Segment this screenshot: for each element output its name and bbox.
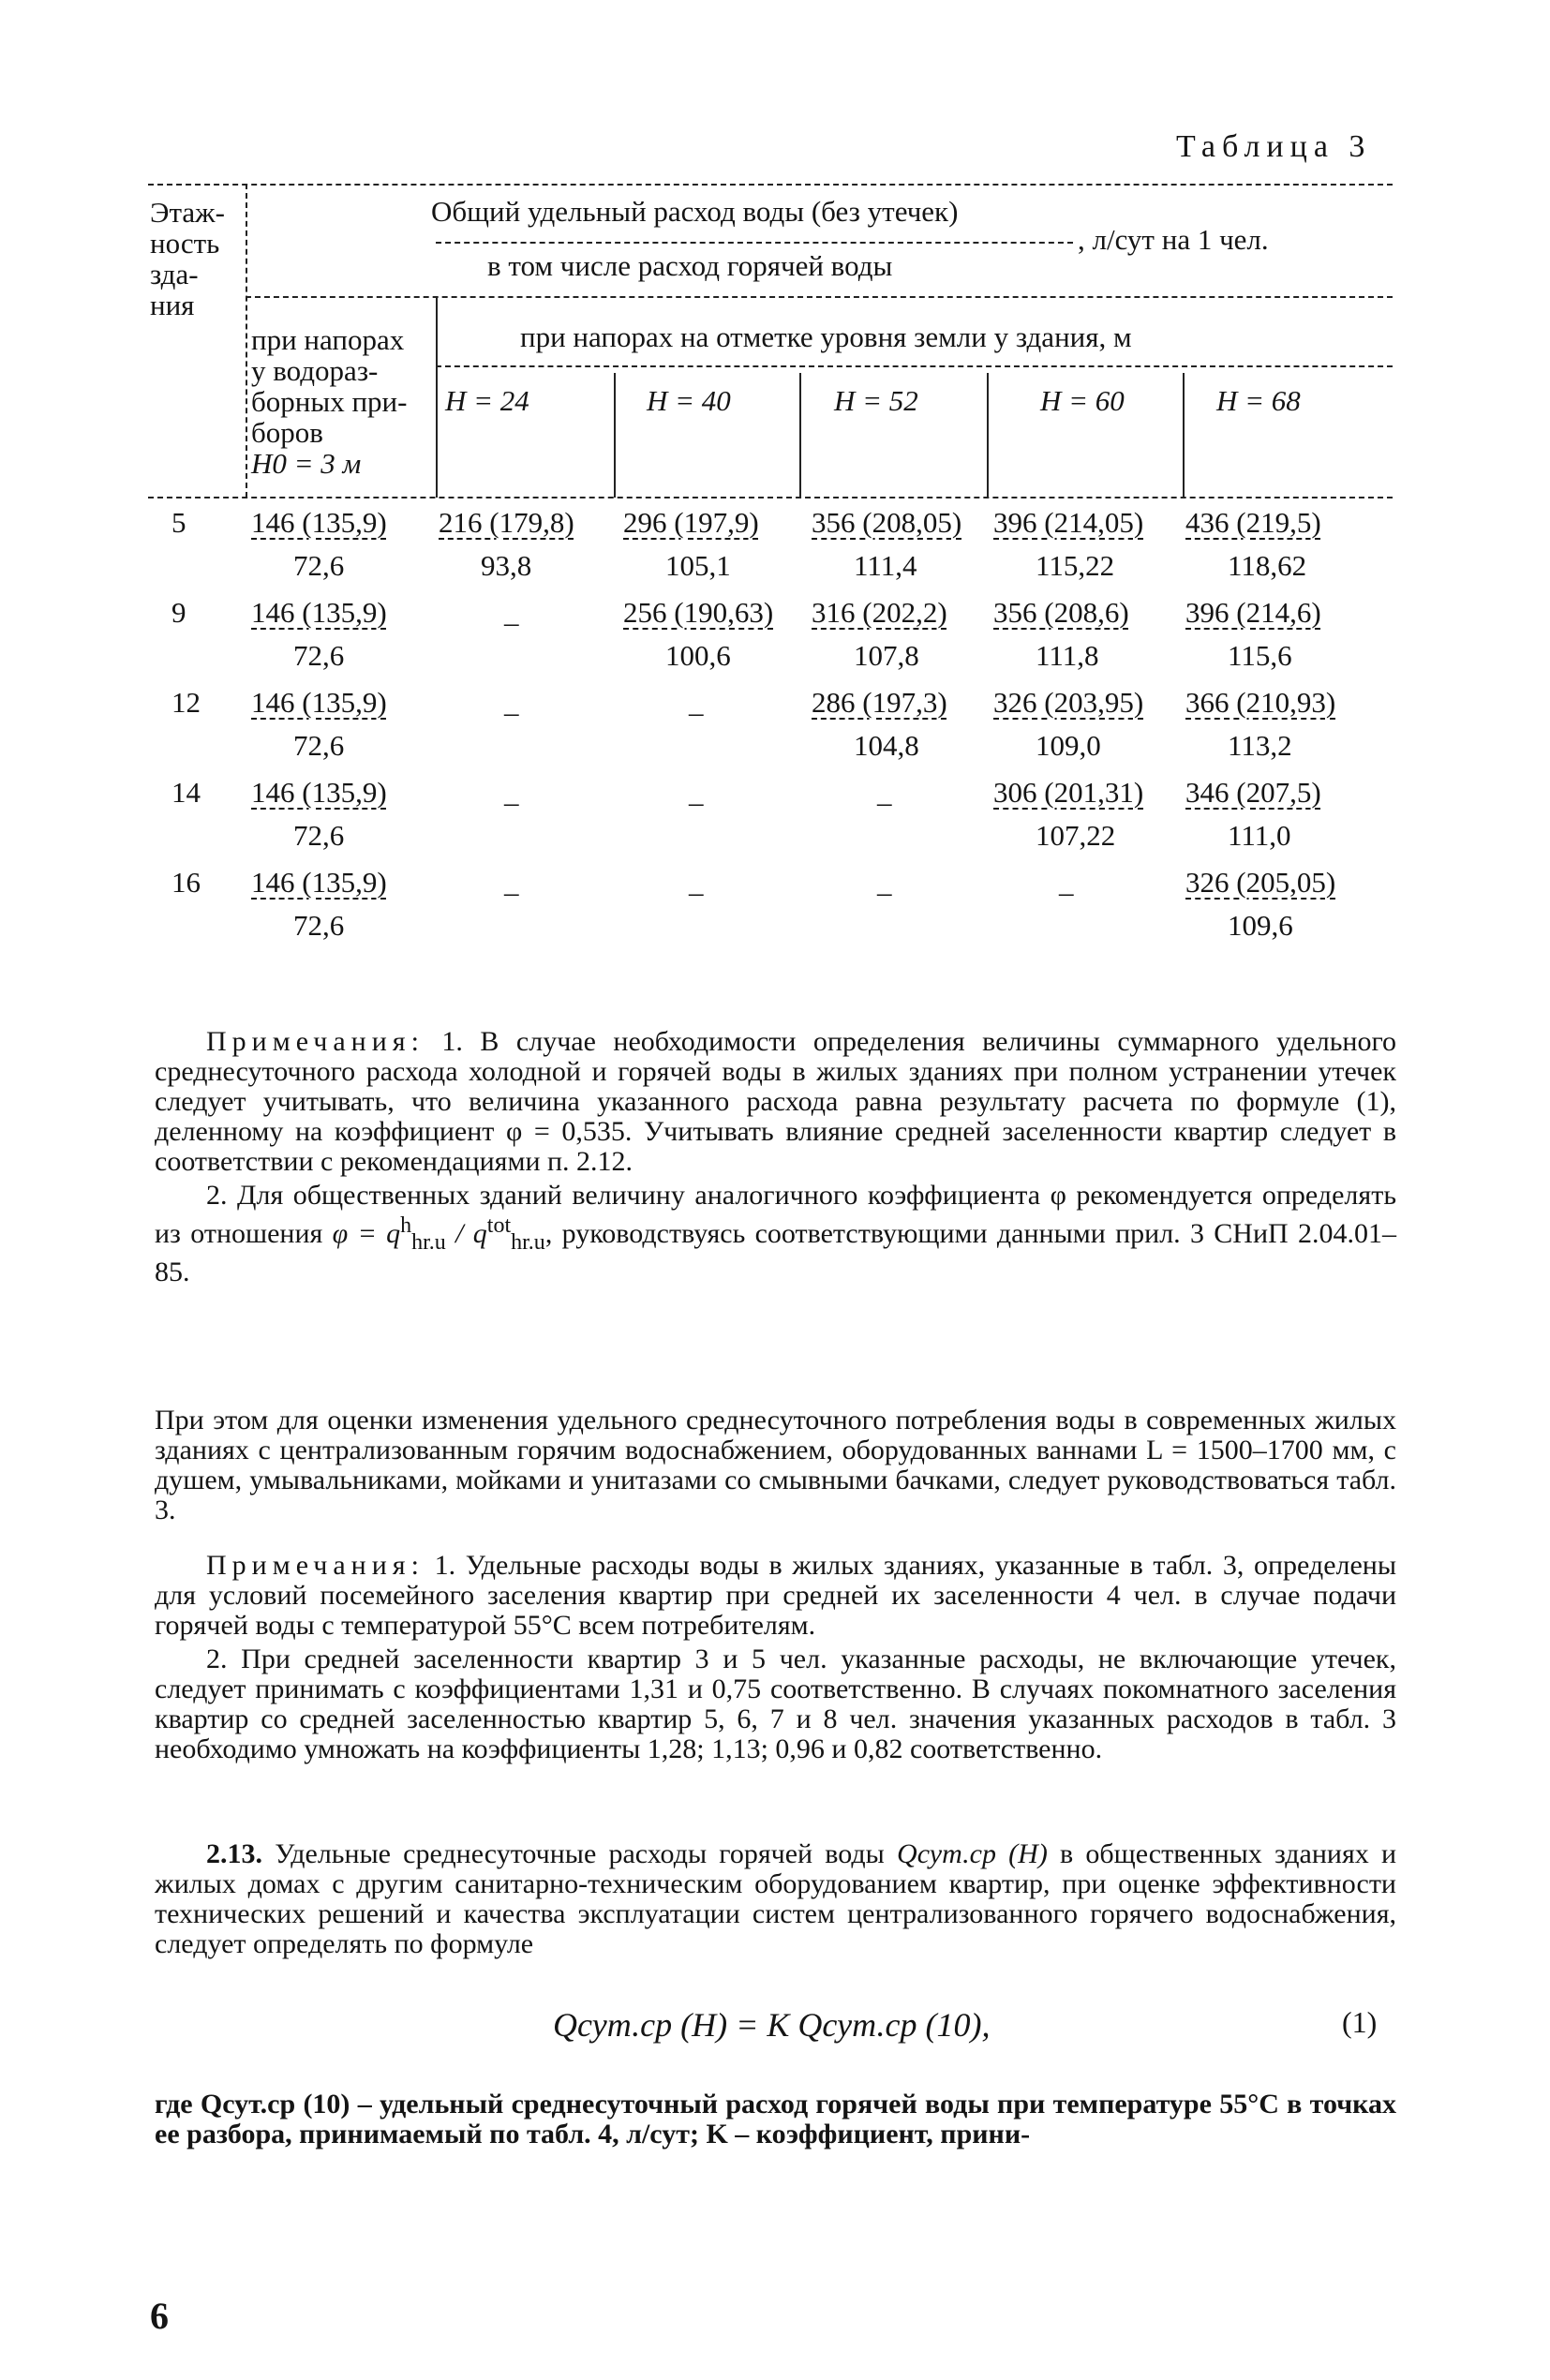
cell-hot: 111,0 xyxy=(1228,819,1291,852)
total-header-dash xyxy=(436,242,1073,244)
storeys-header: Этаж- ность зда- ния xyxy=(150,196,225,321)
notes1-formula: $\varphi = q^h_{hr.u} / q^{tot}_{hr.u}$ xyxy=(332,1213,545,1255)
col-h60: H = 60 xyxy=(1040,384,1125,417)
cell-total: 146 (135,9) xyxy=(251,866,387,899)
cell-total: 286 (197,3) xyxy=(812,686,947,719)
cell-hot: 111,4 xyxy=(854,549,917,582)
header-rule-2 xyxy=(436,365,1393,367)
table-top-rule xyxy=(148,184,1393,186)
unit-label: , л/сут на 1 чел. xyxy=(1078,223,1269,256)
formula-rhs: = K Qсут.ср (10) xyxy=(736,2006,982,2044)
col-h52: H = 52 xyxy=(834,384,918,417)
section-text-a: Удельные среднесуточные расходы горячей воды xyxy=(275,1838,885,1869)
cell-hot: 72,6 xyxy=(293,549,345,582)
notes2-label: Примечания: xyxy=(206,1550,425,1581)
row-storeys: 16 xyxy=(171,866,201,899)
formula-number: (1) xyxy=(1342,2005,1378,2039)
cell-total: _ xyxy=(689,776,704,809)
cell-hot: 115,22 xyxy=(1036,549,1115,582)
page-number: 6 xyxy=(150,2295,169,2337)
cell-hot: 118,62 xyxy=(1228,549,1307,582)
cell-total: 146 (135,9) xyxy=(251,506,387,539)
header-rule-1 xyxy=(246,296,1393,298)
h52-divider xyxy=(987,373,989,498)
cell-hot: 72,6 xyxy=(293,909,345,942)
row-storeys: 14 xyxy=(171,776,201,809)
cell-hot: 109,0 xyxy=(1036,729,1101,762)
hot-header: в том числе расход горячей воды xyxy=(487,249,893,282)
cell-total: 326 (205,05) xyxy=(1185,866,1336,899)
cell-hot: 107,8 xyxy=(854,639,919,672)
cell-total: 296 (197,9) xyxy=(623,506,759,539)
cell-total: 316 (202,2) xyxy=(812,596,947,629)
cell-hot: 72,6 xyxy=(293,819,345,852)
cell-hot: 105,1 xyxy=(665,549,731,582)
cell-total: _ xyxy=(877,776,892,809)
cell-total: 146 (135,9) xyxy=(251,776,387,809)
cell-total: 146 (135,9) xyxy=(251,686,387,719)
h40-divider xyxy=(799,373,801,498)
cell-hot: 100,6 xyxy=(665,639,731,672)
col-h24: H = 24 xyxy=(445,384,529,417)
formula-lhs: Qсут.ср (H) xyxy=(553,2006,728,2044)
cell-total: 346 (207,5) xyxy=(1185,776,1321,809)
cell-hot: 104,8 xyxy=(854,729,919,762)
notes1-block xyxy=(155,1027,1396,1287)
cell-hot: 107,22 xyxy=(1036,819,1116,852)
cell-total: 326 (203,95) xyxy=(993,686,1144,719)
section-text-b: в общественных зданиях и жилых домах с другим санитарно-техническим оборудованием квартир, при оценке эффективности технических решений и качества эксплуатации систем централизованного горячего водоснабжения, следует определять по формуле xyxy=(155,1838,1397,1959)
row-storeys: 9 xyxy=(171,596,186,629)
header-bottom-rule xyxy=(148,497,1393,498)
col-h68: H = 68 xyxy=(1216,384,1301,417)
cell-total: 396 (214,05) xyxy=(993,506,1144,539)
cell-total: _ xyxy=(877,866,892,899)
storeys-column-divider xyxy=(246,184,247,498)
cell-total: _ xyxy=(689,686,704,719)
row-storeys: 12 xyxy=(171,686,201,719)
cell-total: 256 (190,63) xyxy=(623,596,774,629)
cell-total: 356 (208,6) xyxy=(993,596,1129,629)
cell-total: 366 (210,93) xyxy=(1185,686,1336,719)
ground-pressure-header: при напорах на отметке уровня земли у здания, м xyxy=(520,320,1132,353)
where-text: где Qсут.ср (10) – удельный среднесуточный расход горячей воды при температуре 55°С в точках ее разбора, принимаемый по табл. 4, л/сут; K – коэффициент, прини- xyxy=(155,2089,1396,2149)
notes1-item1: 1. В случае необходимости определения величины суммарного удельного среднесуточного расхода холодной и горячей воды в жилых зданиях при полном устранении утечек следует учитывать, что величина указанного расхода равна результату расчета по формуле (1), деленному на коэффициент φ = 0,535. Учитывать влияние средней заселенности квартир следует в соответствии с рекомендациями п. 2.12. xyxy=(155,1026,1396,1177)
cell-total: _ xyxy=(689,866,704,899)
notes1-item2b: , руководствуясь соответствующими данными прил. 3 СНиП 2.04.01–85. xyxy=(155,1218,1397,1287)
cell-hot: 72,6 xyxy=(293,729,345,762)
cell-hot: 72,6 xyxy=(293,639,345,672)
cell-total: _ xyxy=(504,596,519,629)
cell-total: _ xyxy=(504,866,519,899)
col-h40: H = 40 xyxy=(647,384,731,417)
notes1-item2a: 2. Для общественных зданий величину аналогичного коэффициента φ рекомендуется определять из отношения xyxy=(155,1180,1396,1249)
h60-divider xyxy=(1183,373,1185,498)
cell-hot: 113,2 xyxy=(1228,729,1292,762)
cell-total: _ xyxy=(504,776,519,809)
cell-total: 396 (214,6) xyxy=(1185,596,1321,629)
formula-main xyxy=(553,2005,991,2045)
body-paragraph: При этом для оценки изменения удельного среднесуточного потребления воды в современных жилых зданиях с централизованным горячим водоснабжением, оборудованных ваннами L = 1500–1700 мм, с душем, умывальниками, мойками и унитазами со смывными бачками, следует руководствоваться табл. 3. xyxy=(155,1405,1396,1525)
row-storeys: 5 xyxy=(171,506,186,539)
section-2-13 xyxy=(155,1839,1396,1959)
h24-divider xyxy=(614,373,616,498)
table-title: Таблица 3 xyxy=(1176,129,1372,164)
cell-hot: 93,8 xyxy=(481,549,532,582)
fixture-header: при напорах у водораз- борных при- боров H0 = 3 м xyxy=(251,323,408,480)
notes1-label: Примечания: xyxy=(206,1026,425,1057)
cell-hot: 115,6 xyxy=(1228,639,1292,672)
total-header: Общий удельный расход воды (без утечек) xyxy=(431,195,959,228)
fixture-column-divider xyxy=(436,296,438,498)
formula-tail: , xyxy=(981,2006,991,2044)
section-symbol: Qсут.ср (H) xyxy=(897,1838,1048,1869)
notes2-item1: 1. Удельные расходы воды в жилых зданиях, указанные в табл. 3, определены для условий посемейного заселения квартир при средней их заселенности 4 чел. в случае подачи горячей воды с температурой 55°С всем потребителям. xyxy=(155,1550,1397,1641)
notes2-item2: 2. При средней заселенности квартир 3 и 5 чел. указанные расходы, не включающие утечек, следует принимать с коэффициентами 1,31 и 0,75 соответственно. В случаях покомнатного заселения квартир со средней заселенностью квартир 5, 6, 7 и 8 чел. значения указанных расходов в табл. 3 необходимо умножать на коэффициенты 1,28; 1,13; 0,96 и 0,82 соответственно. xyxy=(155,1644,1396,1764)
notes2-block xyxy=(155,1551,1396,1764)
cell-total: 356 (208,05) xyxy=(812,506,962,539)
cell-total: 146 (135,9) xyxy=(251,596,387,629)
cell-hot: 109,6 xyxy=(1228,909,1293,942)
cell-hot: 111,8 xyxy=(1036,639,1099,672)
cell-total: 216 (179,8) xyxy=(439,506,574,539)
cell-total: _ xyxy=(1059,866,1074,899)
cell-total: 306 (201,31) xyxy=(993,776,1144,809)
cell-total: _ xyxy=(504,686,519,719)
section-number: 2.13. xyxy=(206,1838,262,1869)
cell-total: 436 (219,5) xyxy=(1185,506,1321,539)
